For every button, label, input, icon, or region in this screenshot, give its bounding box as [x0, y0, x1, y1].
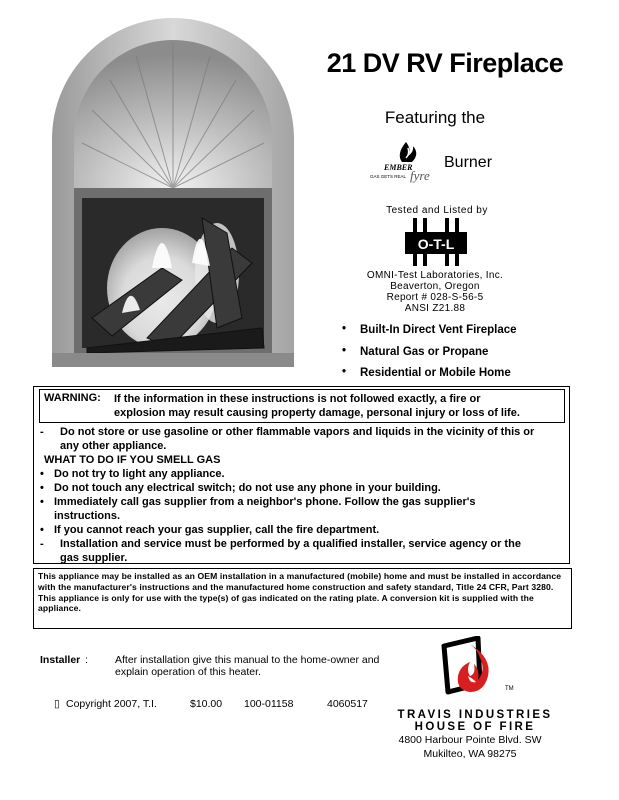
tested-listed-text: Tested and Listed by: [386, 205, 488, 216]
feature-item: • Natural Gas or Propane: [340, 346, 590, 368]
item-marker: -: [40, 538, 44, 550]
warning-item: • Immediately call gas supplier from a neighbor's phone. Follow the gas supplier's instructions.: [40, 496, 476, 522]
installer-label: Installer: [40, 654, 81, 666]
address-city: Mukilteo, WA 98275: [423, 747, 517, 760]
notice-paragraph: This appliance is only for use with the type(s) of gas indicated on the rating plate. A conversion kit is supplied with the appliance.: [38, 592, 534, 614]
feature-item: • Built-In Direct Vent Fireplace: [340, 324, 590, 346]
copyright-text: Copyright 2007, T.I.: [66, 698, 157, 710]
warning-text-line: If the information in these instructions is not followed exactly, a fire or: [114, 393, 481, 405]
company-name: [385, 709, 565, 733]
trademark-mark: TM: [505, 686, 514, 692]
warning-text: [114, 392, 562, 420]
warning-label: WARNING:: [44, 392, 101, 404]
page-title: 21 DV RV Fireplace: [326, 48, 564, 78]
ember-logo-brand: EMBER: [384, 163, 413, 172]
otl-logo-text: O-T-L: [417, 236, 455, 252]
ember-logo-word: fyre: [410, 168, 430, 183]
warning-item: - Installation and service must be performed by a qualified installer, service agency or the gas supplier.: [40, 538, 521, 564]
warning-item: • If you cannot reach your gas supplier, call the fire department.: [40, 524, 380, 536]
warning-item: - Do not store or use gasoline or other flammable vapors and liquids in the vicinity of this or any other appliance.: [40, 426, 535, 452]
item-marker: -: [40, 426, 44, 438]
lab-ansi: ANSI Z21.88: [404, 303, 466, 314]
lab-location: Beaverton, Oregon: [390, 281, 480, 292]
company-name-line: TRAVIS INDUSTRIES: [397, 709, 553, 721]
featuring-text: Featuring the: [384, 108, 486, 127]
item-marker: •: [40, 482, 44, 494]
lab-report: Report # 028-S-56-5: [386, 292, 484, 303]
company-name-line: HOUSE OF FIRE: [414, 721, 536, 733]
lab-info: [330, 270, 540, 314]
ember-logo-tagline: GAS GETS REAL: [370, 174, 407, 179]
fireplace-photo: [52, 18, 294, 367]
installer-colon: :: [85, 654, 88, 666]
warning-item: • Do not touch any electrical switch; do not use any phone in your building.: [40, 482, 441, 494]
warning-subheading: WHAT TO DO IF YOU SMELL GAS: [44, 454, 221, 466]
notice-text: [38, 571, 568, 614]
warning-text-line: explosion may result causing property damage, personal injury or loss of life.: [114, 407, 520, 419]
copyright-icon: ▯: [54, 698, 60, 710]
lab-name: OMNI-Test Laboratories, Inc.: [366, 270, 504, 281]
travis-flame-logo: [440, 636, 502, 698]
item-marker: •: [40, 496, 44, 508]
otl-logo: [405, 218, 467, 266]
item-marker: •: [40, 524, 44, 536]
doc-code: 4060517: [327, 698, 368, 710]
ember-fyre-logo: [368, 140, 440, 186]
burner-text: Burner: [444, 154, 493, 171]
notice-paragraph: This appliance may be installed as an OEM installation in a manufactured (mobile) home and must be installed in accordance with the manufacturer's instructions and the manufactured home construction and safety standard, Title 24 CFR, Part 3280.: [38, 571, 562, 592]
warning-item: • Do not try to light any appliance.: [40, 468, 225, 480]
installer-text: After installation give this manual to the home-owner and explain operation of this heater.: [115, 654, 380, 678]
item-marker: •: [40, 468, 44, 480]
address-street: 4800 Harbour Pointe Blvd. SW: [398, 734, 542, 746]
price: $10.00: [190, 698, 223, 710]
feature-list: [340, 324, 590, 389]
company-address: [385, 734, 555, 761]
part-number: 100-01158: [244, 698, 294, 710]
feature-item: • Residential or Mobile Home: [340, 367, 590, 389]
